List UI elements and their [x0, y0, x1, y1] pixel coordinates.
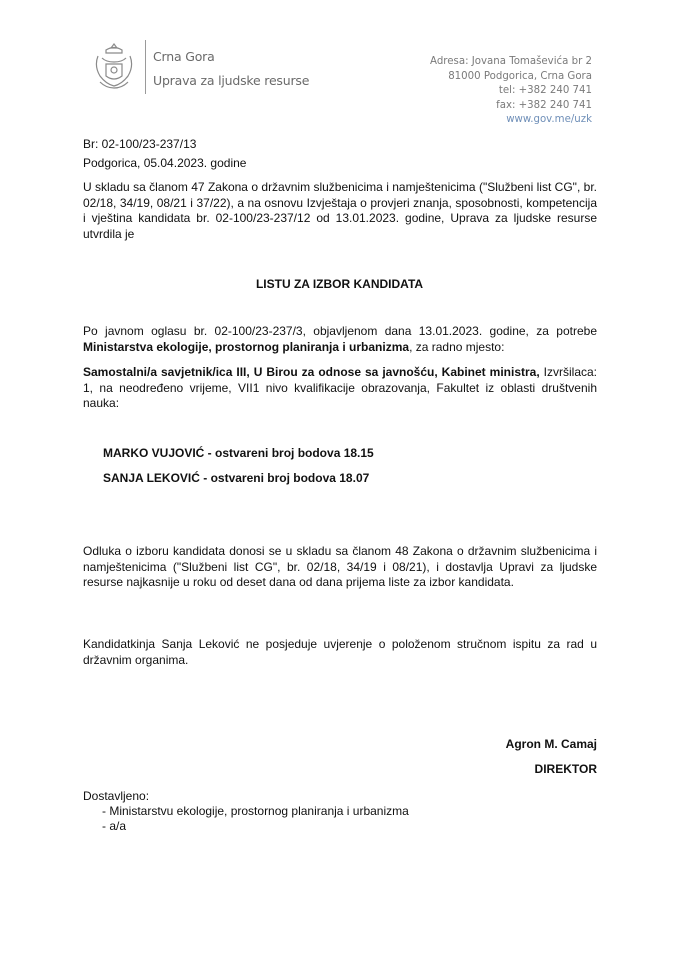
intro-paragraph: U skladu sa članom 47 Zakona o državnim službenicima i namještenicima ("Službeni list CG", br. 02/18, 34/19, 08/21 i 37/22), a na osnovu Izvještaja o provjeri znanja, sposobnosti, kompetencija i vještina kandidata br. 02-100/23-237/12 od 13.01.2023. godine, Uprava za ljudske resurse utvrdila je — [83, 180, 597, 241]
signatory-name: Agron M. Camaj — [505, 737, 597, 751]
org-country: Crna Gora — [153, 49, 215, 64]
coat-of-arms-icon — [92, 42, 136, 92]
position-paragraph — [83, 365, 597, 412]
note-paragraph: Kandidatkinja Sanja Leković ne posjeduje uvjerenje o položenom stručnom ispitu za rad u državnim organima. — [83, 637, 597, 667]
candidate-1: MARKO VUJOVIĆ - ostvareni broj bodova 18.15 — [103, 446, 374, 460]
contact-fax: fax: +382 240 741 — [496, 99, 592, 111]
document-title: LISTU ZA IZBOR KANDIDATA — [255, 277, 424, 291]
position-details: Izvršilaca: 1, na neodređeno vrijeme, VII1 nivo kvalifikacije obrazovanja, Fakultet iz oblasti društvenih nauka: — [83, 365, 598, 410]
ad-text-prefix: Po javnom oglasu br. 02-100/23-237/3, objavljenom dana 13.01.2023. godine, za potrebe — [83, 324, 597, 338]
contact-website-link[interactable]: www.gov.me/uzk — [506, 114, 592, 126]
delivered-item: - Ministarstvu ekologije, prostornog planiranja i urbanizma — [102, 804, 409, 818]
ad-text-suffix: , za radno mjesto: — [409, 339, 505, 354]
contact-city: 81000 Podgorica, Crna Gora — [448, 70, 592, 82]
signatory-title: DIREKTOR — [534, 762, 597, 776]
place-date: Podgorica, 05.04.2023. godine — [83, 156, 247, 170]
delivered-item: - a/a — [102, 819, 127, 833]
ad-paragraph — [83, 324, 597, 355]
document-number: Br: 02-100/23-237/13 — [83, 137, 197, 151]
decision-paragraph: Odluka o izboru kandidata donosi se u skladu sa članom 48 Zakona o državnim službenicima i namještenicima ("Službeni list CG", br. 02/18, 34/19 i 08/21), i dostavlja Upravi za ljudske resurse najkasnije u roku od deset dana od dana prijema liste za izbor kandidata. — [83, 544, 597, 589]
position-title: Samostalni/a savjetnik/ica III, U Birou za odnose sa javnošću, Kabinet ministra, — [83, 365, 540, 379]
org-name: Uprava za ljudske resurse — [153, 73, 310, 88]
contact-tel: tel: +382 240 741 — [498, 85, 592, 97]
delivered-label: Dostavljeno: — [83, 789, 150, 803]
contact-block — [430, 55, 592, 128]
ministry-name: Ministarstva ekologije, prostornog planiranja i urbanizma — [83, 339, 410, 354]
contact-address: Adresa: Jovana Tomaševića br 2 — [430, 56, 592, 67]
candidate-2: SANJA LEKOVIĆ - ostvareni broj bodova 18.07 — [103, 471, 370, 485]
header-divider — [145, 40, 146, 94]
